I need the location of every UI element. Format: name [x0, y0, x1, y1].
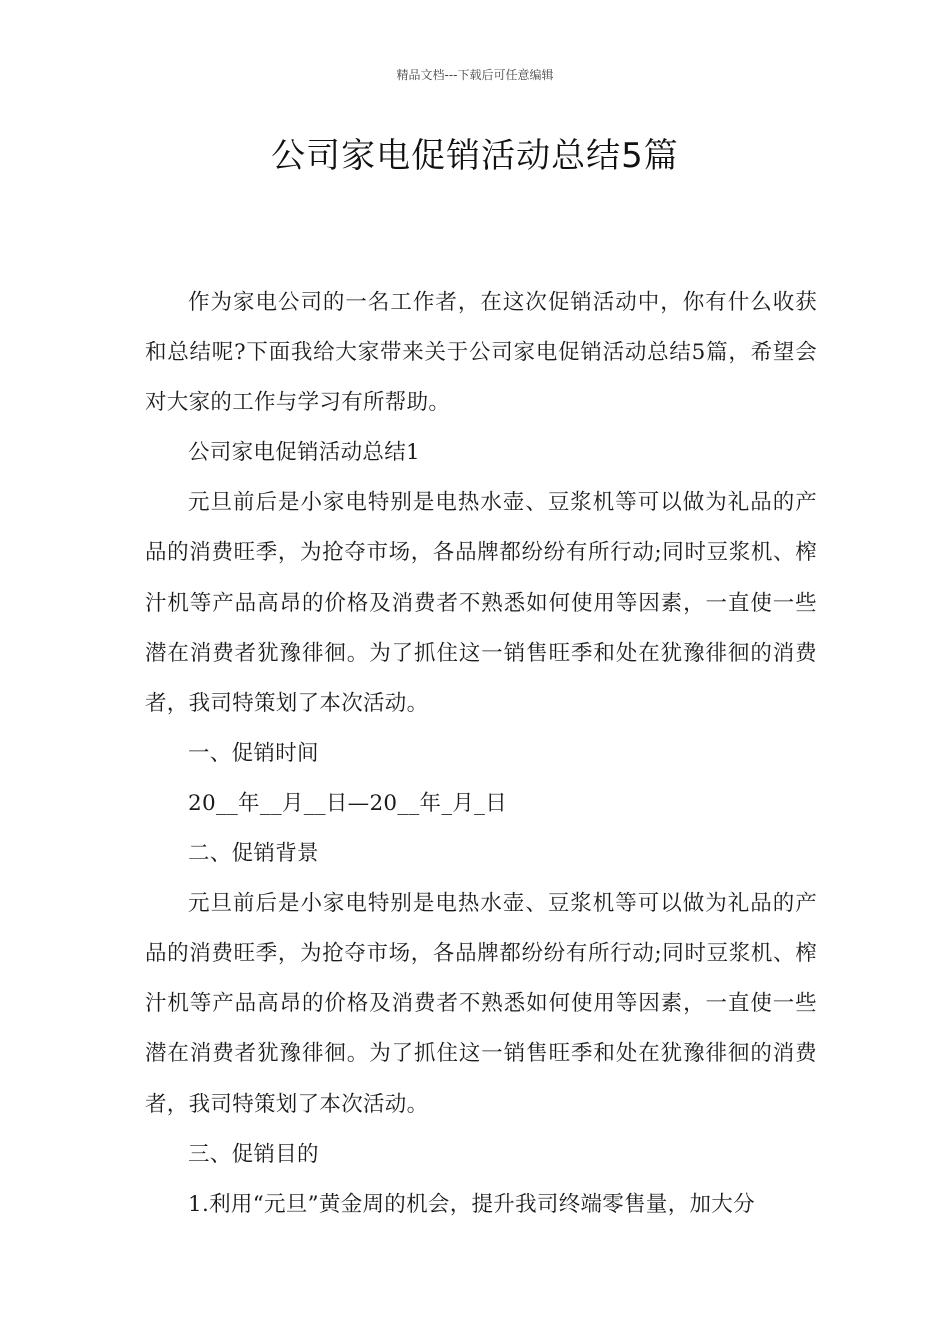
paragraph: 元旦前后是小家电特别是电热水壶、豆浆机等可以做为礼品的产品的消费旺季，为抢夺市场，各品牌都纷纷有所行动;同时豆浆机、榨汁机等产品高昂的价格及消费者不熟悉如何使用等因素，一直使一些潜在消费者犹豫徘徊。为了抓住这一销售旺季和处在犹豫徘徊的消费者，我司特策划了本次活动。 — [145, 891, 817, 1117]
section-title-summary-1: 公司家电促销活动总结1 — [188, 440, 420, 466]
document-title: 公司家电促销活动总结5篇 — [271, 136, 679, 176]
document-body — [145, 278, 817, 1230]
paragraph: 元旦前后是小家电特别是电热水壶、豆浆机等可以做为礼品的产品的消费旺季，为抢夺市场，各品牌都纷纷有所行动;同时豆浆机、榨汁机等产品高昂的价格及消费者不熟悉如何使用等因素，一直使一些潜在消费者犹豫徘徊。为了抓住这一销售旺季和处在犹豫徘徊的消费者，我司特策划了本次活动。 — [145, 490, 817, 716]
intro-paragraph: 作为家电公司的一名工作者，在这次促销活动中，你有什么收获和总结呢?下面我给大家带来关于公司家电促销活动总结5篇，希望会对大家的工作与学习有所帮助。 — [145, 290, 817, 416]
paragraph: 1.利用“元旦”黄金周的机会，提升我司终端零售量，加大分 — [188, 1191, 755, 1217]
heading-promotion-purpose: 三、促销目的 — [188, 1141, 319, 1167]
heading-promotion-background: 二、促销背景 — [188, 841, 319, 867]
promotion-date-range: 20__年__月__日—20__年_月_日 — [188, 790, 508, 816]
header-note: 精品文档---下载后可任意编辑 — [396, 68, 554, 82]
heading-promotion-time: 一、促销时间 — [188, 740, 319, 766]
